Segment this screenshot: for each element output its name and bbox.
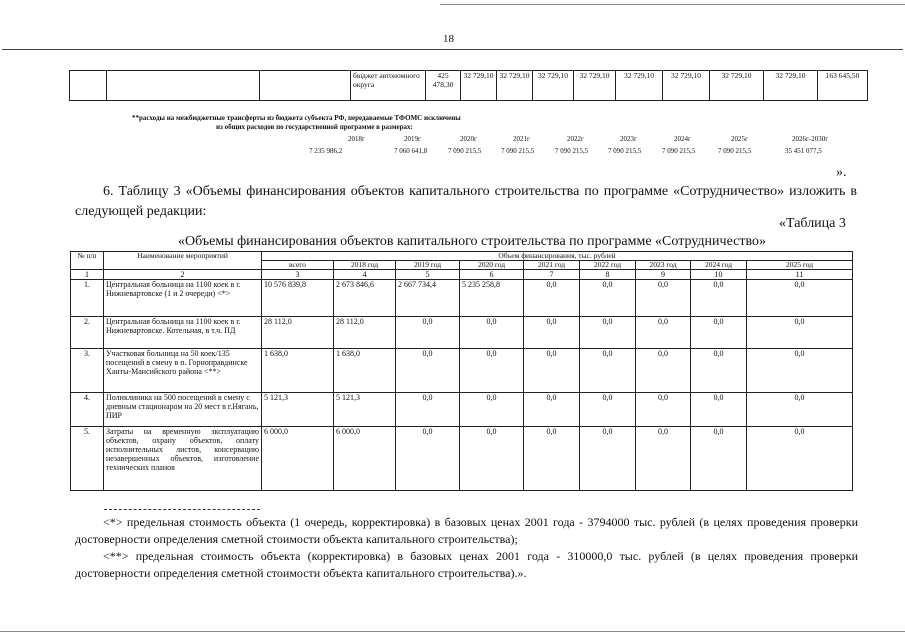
col-index: 11 [747,270,853,280]
transfers-note [132,114,692,132]
note-value: 7 090 215,5 [608,147,642,155]
col-header-name: Наименование мероприятий [104,252,262,270]
col-index: 10 [691,270,747,280]
note-line: из общих расходов по государственной программе в размерах: [216,123,413,131]
table-cell: 0,0 [691,349,747,393]
col-index: 4 [334,270,396,280]
table-row [70,71,868,101]
table-cell: 5 121,3 [262,393,334,427]
table-cell: 0,0 [524,280,580,317]
note-year: 2026г-2030г [792,135,829,143]
note-value: 7 060 641,8 [394,147,428,155]
col-header: 2024 год [691,261,747,270]
note-year: 2022г [567,135,584,143]
note-year: 2024г [674,135,691,143]
header-rule [2,49,903,50]
row-num: 1. [71,280,104,317]
table-cell: 0,0 [636,317,691,349]
table-row [71,349,853,393]
table-cell: 32 729,10 [533,71,574,101]
table-cell: 0,0 [747,393,853,427]
table-cell: 0,0 [396,427,460,491]
col-header: 2021 год [524,261,580,270]
col-header-funding: Объем финансирования, тыс. рублей [262,252,853,261]
table-cell: 0,0 [460,393,524,427]
table-cell: 0,0 [747,317,853,349]
note-year: 2020г [460,135,477,143]
note-value: 7 090 215,5 [555,147,589,155]
row-num: 2. [71,317,104,349]
table-cell: 32 729,10 [461,71,497,101]
continued-table [69,70,868,101]
col-header: всего [262,261,334,270]
col-header: 2022 год [580,261,636,270]
col-header: 2025 год [747,261,853,270]
table-cell: 0,0 [460,349,524,393]
col-index: 2 [104,270,262,280]
table-cell: 32 729,10 [710,71,764,101]
row-num: 3. [71,349,104,393]
table-cell: 32 729,10 [497,71,533,101]
table-title: «Объемы финансирования объектов капитального строительства по программе «Сотрудничество» [178,234,766,249]
table-cell: 425 478,30 [426,71,461,101]
table-cell: 28 112,0 [262,317,334,349]
col-index: 8 [580,270,636,280]
note-year: 2021г [513,135,530,143]
note-year: 2023г [620,135,637,143]
footnote-separator [104,509,260,510]
footnote: <**> предельная стоимость объекта (корректировка) в базовых ценах 2001 года - 310000,0 тыс. рублей (в целях проведения проверки достоверности определения сметной стоимости объекта капитального строительства).». [75,549,858,580]
table-cell: 0,0 [691,317,747,349]
note-year: 2025г [731,135,748,143]
table-cell: 0,0 [396,317,460,349]
table-cell: 0,0 [524,393,580,427]
table-row [71,317,853,349]
table-cell: 32 729,10 [764,71,818,101]
scan-artifact-line [0,631,905,632]
row-num: 4. [71,393,104,427]
table-cell: 0,0 [691,393,747,427]
table-cell: 0,0 [580,427,636,491]
col-index: 7 [524,270,580,280]
table-cell: 32 729,10 [663,71,710,101]
col-index: 1 [71,270,104,280]
table-cell: 0,0 [691,427,747,491]
table-row [71,280,853,317]
table-cell: 2 667 734,4 [396,280,460,317]
note-value: 7 090 215,5 [662,147,696,155]
table-cell: 0,0 [636,280,691,317]
table-cell: 1 638,0 [334,349,396,393]
table-cell: 0,0 [747,427,853,491]
row-name: Центральная больница на 1100 коек в г. Нижневартовске. Котельная, в т.ч. ПД [104,317,262,349]
table-cell: 0,0 [580,393,636,427]
table-cell: 6 000,0 [334,427,396,491]
scan-artifact-line [440,4,905,5]
table-cell: 0,0 [636,349,691,393]
note-value: 7 090 215,5 [718,147,752,155]
table-row [71,393,853,427]
note-value: 7 090 215,5 [501,147,535,155]
table-cell: 0,0 [396,393,460,427]
note-year: 2018г [348,135,365,143]
table-cell: 2 673 846,6 [334,280,396,317]
budget-label: бюджет автономного округа [351,71,426,101]
table-cell: 0,0 [460,427,524,491]
note-year: 2019г [404,135,421,143]
header-row [71,252,853,261]
col-header: 2020 год [460,261,524,270]
table-cell: 0,0 [636,427,691,491]
note-value: 35 451 077,5 [785,147,822,155]
table-cell: 28 112,0 [334,317,396,349]
row-name: Поликлиника на 500 посещений в смену с дневным стационаром на 20 мест в г.Нягань, ПИР [104,393,262,427]
footnote: <*> предельная стоимость объекта (1 очередь, корректировка) в базовых ценах 2001 года - 3794000 тыс. рублей (в целях проведения проверки достоверности определения сметной стоимости объекта капитального строительства); [75,515,858,546]
table-cell: 0,0 [524,317,580,349]
amendment-paragraph: 6. Таблицу 3 «Объемы финансирования объектов капитального строительства по программе «Сотрудничество» изложить в следующей редакции: [75,184,857,219]
col-index: 6 [460,270,524,280]
table-cell: 32 729,10 [574,71,616,101]
table-cell: 0,0 [396,349,460,393]
col-index: 5 [396,270,460,280]
col-index: 9 [636,270,691,280]
table-reference: «Таблица 3 [779,216,846,231]
table-row [71,427,853,491]
table-cell: 0,0 [524,349,580,393]
row-name: Центральная больница на 1100 коек в г. Нижневартовске (1 и 2 очереди) <*> [104,280,262,317]
table-cell: 0,0 [580,280,636,317]
table-cell: 0,0 [691,280,747,317]
note-value: 7 235 986,2 [309,147,343,155]
page-number: 18 [443,33,454,45]
row-name: Участковая больница на 50 коек/135 посещений в смену в п. Горноправдинске Ханты-Мансийского района <**> [104,349,262,393]
col-header-num: № п/п [71,252,104,270]
col-header: 2018 год [334,261,396,270]
table-cell: 1 638,0 [262,349,334,393]
closing-quote: ». [836,165,847,180]
table-cell: 32 729,10 [616,71,663,101]
col-index: 3 [262,270,334,280]
index-row [71,270,853,280]
table-cell: 10 576 839,8 [262,280,334,317]
table-cell: 5 121,3 [334,393,396,427]
note-line: **расходы на межбюджетные трансферты из бюджета субъекта РФ, передаваемые ТФОМС исключены [132,114,461,122]
table-cell: 0,0 [460,317,524,349]
funding-table [70,251,853,491]
col-header: 2023 год [636,261,691,270]
table-cell: 0,0 [747,349,853,393]
table-cell: 0,0 [524,427,580,491]
row-name: Затраты на временную эксплуатацию объектов, охрану объектов, оплату исполнительных листов, консервацию незавершенных объектов, изготовление технических планов [104,427,262,491]
table-cell: 0,0 [580,317,636,349]
table-cell: 6 000,0 [262,427,334,491]
col-header: 2019 год [396,261,460,270]
table-cell: 0,0 [636,393,691,427]
table-cell: 0,0 [747,280,853,317]
row-num: 5. [71,427,104,491]
table-cell: 5 235 258,8 [460,280,524,317]
note-value: 7 090 215,5 [448,147,482,155]
table-cell: 163 645,50 [818,71,868,101]
table-cell: 0,0 [580,349,636,393]
